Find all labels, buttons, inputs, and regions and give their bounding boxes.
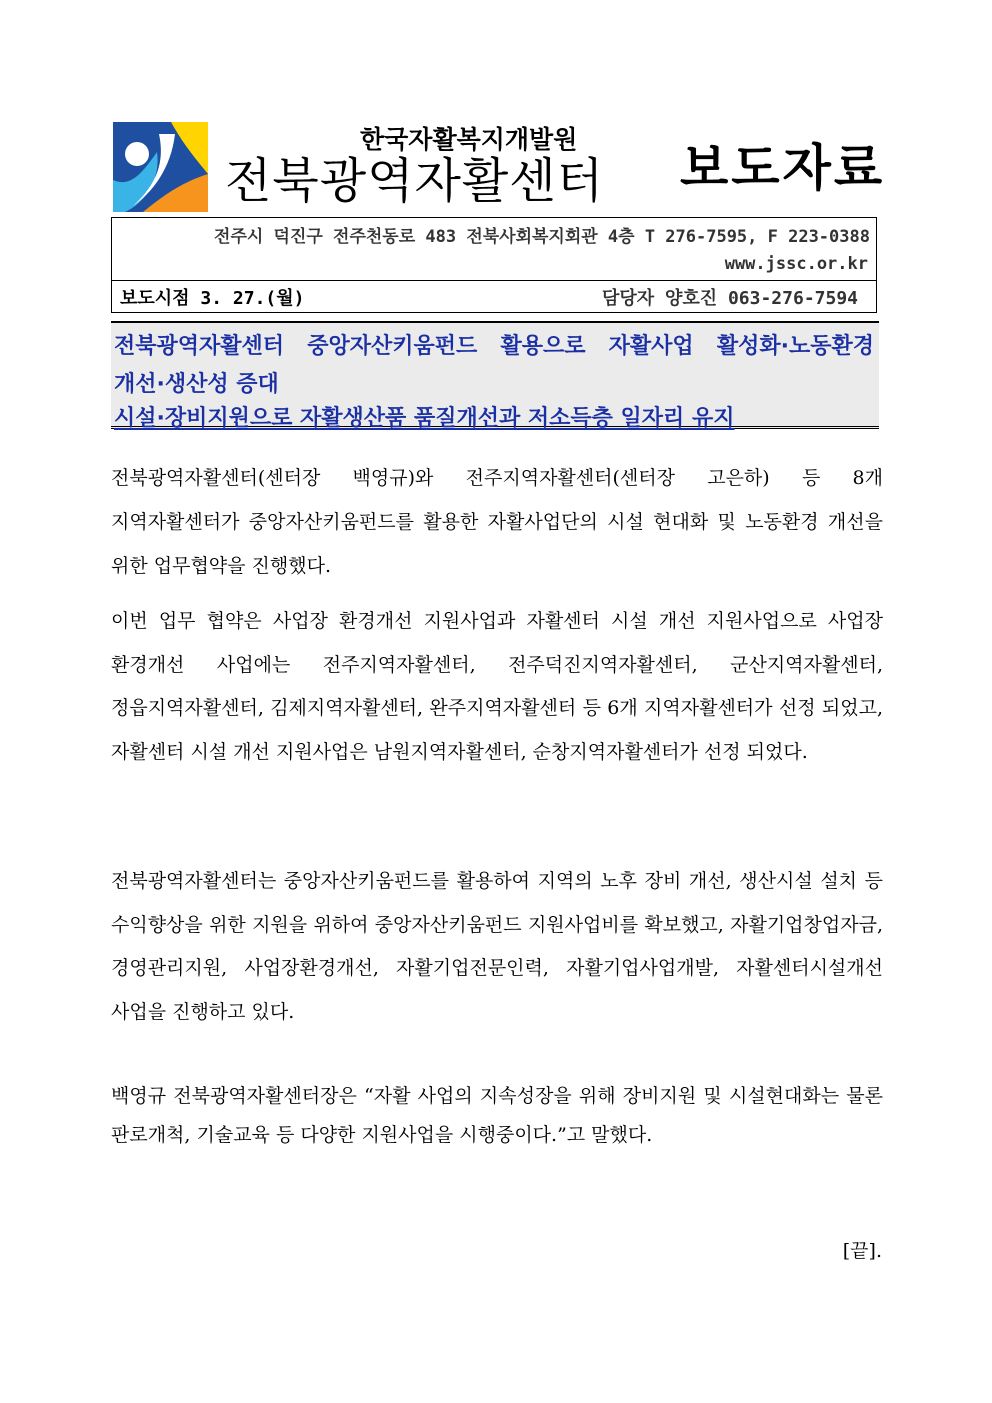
body-paragraph-3: 전북광역자활센터는 중앙자산키움펀드를 활용하여 지역의 노후 장비 개선, 생산시설 설치 등 수익향상을 위한 지원을 위하여 중앙자산키움펀드 지원사업비를 확보했고, 자활기업창업자금, 경영관리지원, 사업장환경개선, 자활기업전문인력, 자활기업사업개발, 자활센터시설개선 사업을 진행하고 있다. (111, 870, 883, 1023)
press-release-label: 보도자료 (680, 139, 886, 197)
body-paragraph-4: 백영규 전북광역자활센터장은 “자활 사업의 지속성장을 위해 장비지원 및 시설현대화는 물론 판로개척, 기술교육 등 다양한 지원사업을 시행중이다.”고 말했다. (111, 1085, 883, 1146)
website-link[interactable]: www.jssc.or.kr (724, 254, 868, 274)
info-box (111, 217, 877, 313)
person-figure-logo-icon (113, 122, 208, 212)
headline-word: 활용으로 (500, 334, 586, 359)
org-subtitle: 한국자활복지개발원 (360, 125, 578, 154)
headline-word: 활성화·노동환경 (716, 334, 874, 359)
headline-box (111, 321, 879, 429)
headline-line-2: 개선·생산성 증대 (114, 372, 279, 397)
address-contact: 전주시 덕진구 전주천동로 483 전북사회복지회관 4층 T 276-7595, F 223-0388 (214, 227, 870, 247)
headline-subtitle: 시설·장비지원으로 자활생산품 품질개선과 저소득층 일자리 유지 (114, 406, 735, 431)
info-divider (112, 280, 876, 281)
headline-word: 중앙자산키움펀드 (307, 334, 478, 359)
headline-word: 자활사업 (608, 334, 694, 359)
end-mark: [끝]. (842, 1240, 882, 1262)
body-paragraph-2: 이번 업무 협약은 사업장 환경개선 지원사업과 자활센터 시설 개선 지원사업으로 사업장 환경개선 사업에는 전주지역자활센터, 전주덕진지역자활센터, 군산지역자활센터, 정읍지역자활센터, 김제지역자활센터, 완주지역자활센터 등 6개 지역자활센터가 선정 되었고, 자활센터 시설 개선 지원사업은 남원지역자활센터, 순창지역자활센터가 선정 되었다. (111, 610, 883, 763)
release-time: 보도시점 3. 27.(월) (120, 288, 305, 309)
headline-line-1 (114, 329, 874, 360)
headline-word: 전북광역자활센터 (114, 334, 285, 359)
org-title: 전북광역자활센터 (225, 153, 604, 209)
contact-person: 담당자 양호진 063-276-7594 (601, 288, 858, 309)
body-paragraph-1: 전북광역자활센터(센터장 백영규)와 전주지역자활센터(센터장 고은하) 등 8개 지역자활센터가 중앙자산키움펀드를 활용한 자활사업단의 시설 현대화 및 노동환경 개선을 위한 업무협약을 진행했다. (111, 467, 883, 577)
